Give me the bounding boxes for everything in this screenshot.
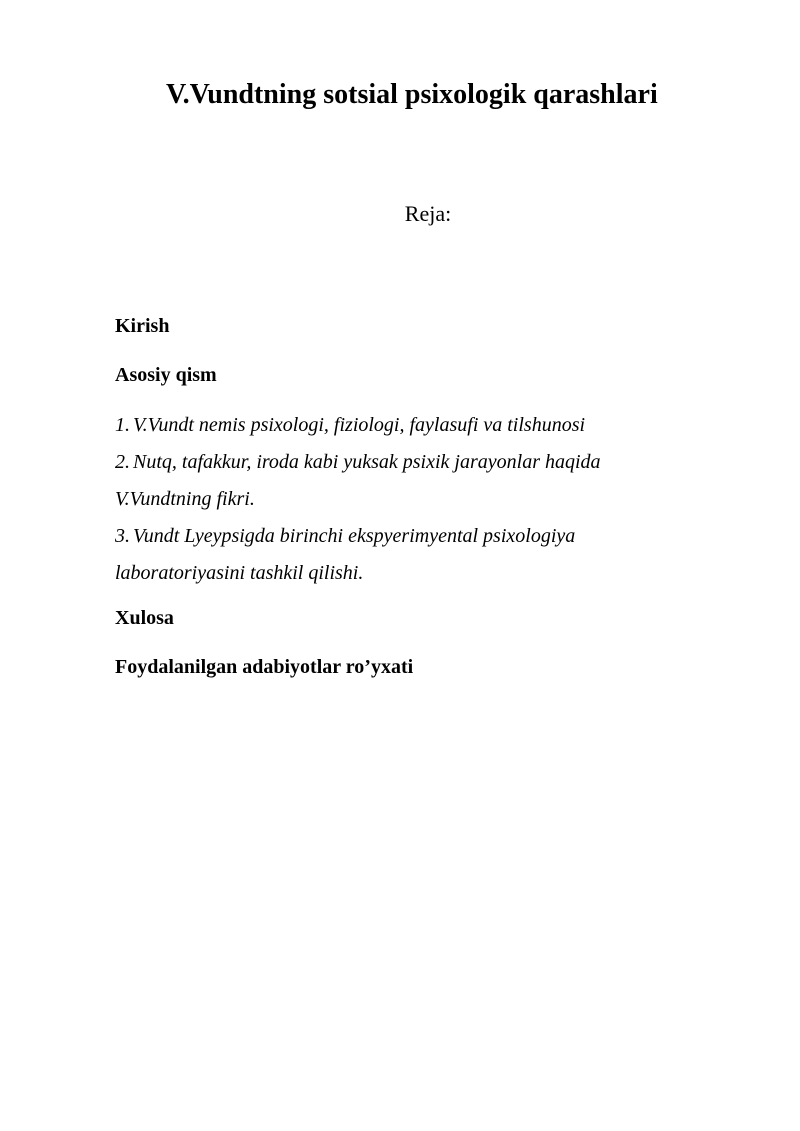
plan-item-text: V.Vundt nemis psixologi, fiziologi, faylasufi va tilshunosi xyxy=(133,414,586,436)
document-title: V.Vundtning sotsial psixologik qarashlari xyxy=(166,79,658,110)
plan-items-list xyxy=(115,407,715,592)
plan-item-text: Vundt Lyeypsigda birinchi ekspyerimyental psixologiya xyxy=(133,525,576,547)
plan-item-text-continuation: V.Vundtning fikri. xyxy=(115,488,255,510)
section-conclusion: Xulosa xyxy=(115,607,174,629)
plan-item-text-continuation: laboratoriyasini tashkil qilishi. xyxy=(115,562,364,584)
plan-item-number: 3. xyxy=(115,525,130,547)
section-intro: Kirish xyxy=(115,315,170,337)
plan-item-number: 2. xyxy=(115,451,130,473)
plan-item-1 xyxy=(115,407,715,444)
section-main-part: Asosiy qism xyxy=(115,364,217,386)
plan-item-3 xyxy=(115,518,715,592)
section-references: Foydalanilgan adabiyotlar ro’yxati xyxy=(115,656,414,678)
plan-item-text: Nutq, tafakkur, iroda kabi yuksak psixik jarayonlar haqida xyxy=(133,451,601,473)
plan-item-2 xyxy=(115,444,715,518)
plan-item-number: 1. xyxy=(115,414,130,436)
plan-label: Reja: xyxy=(404,201,452,226)
